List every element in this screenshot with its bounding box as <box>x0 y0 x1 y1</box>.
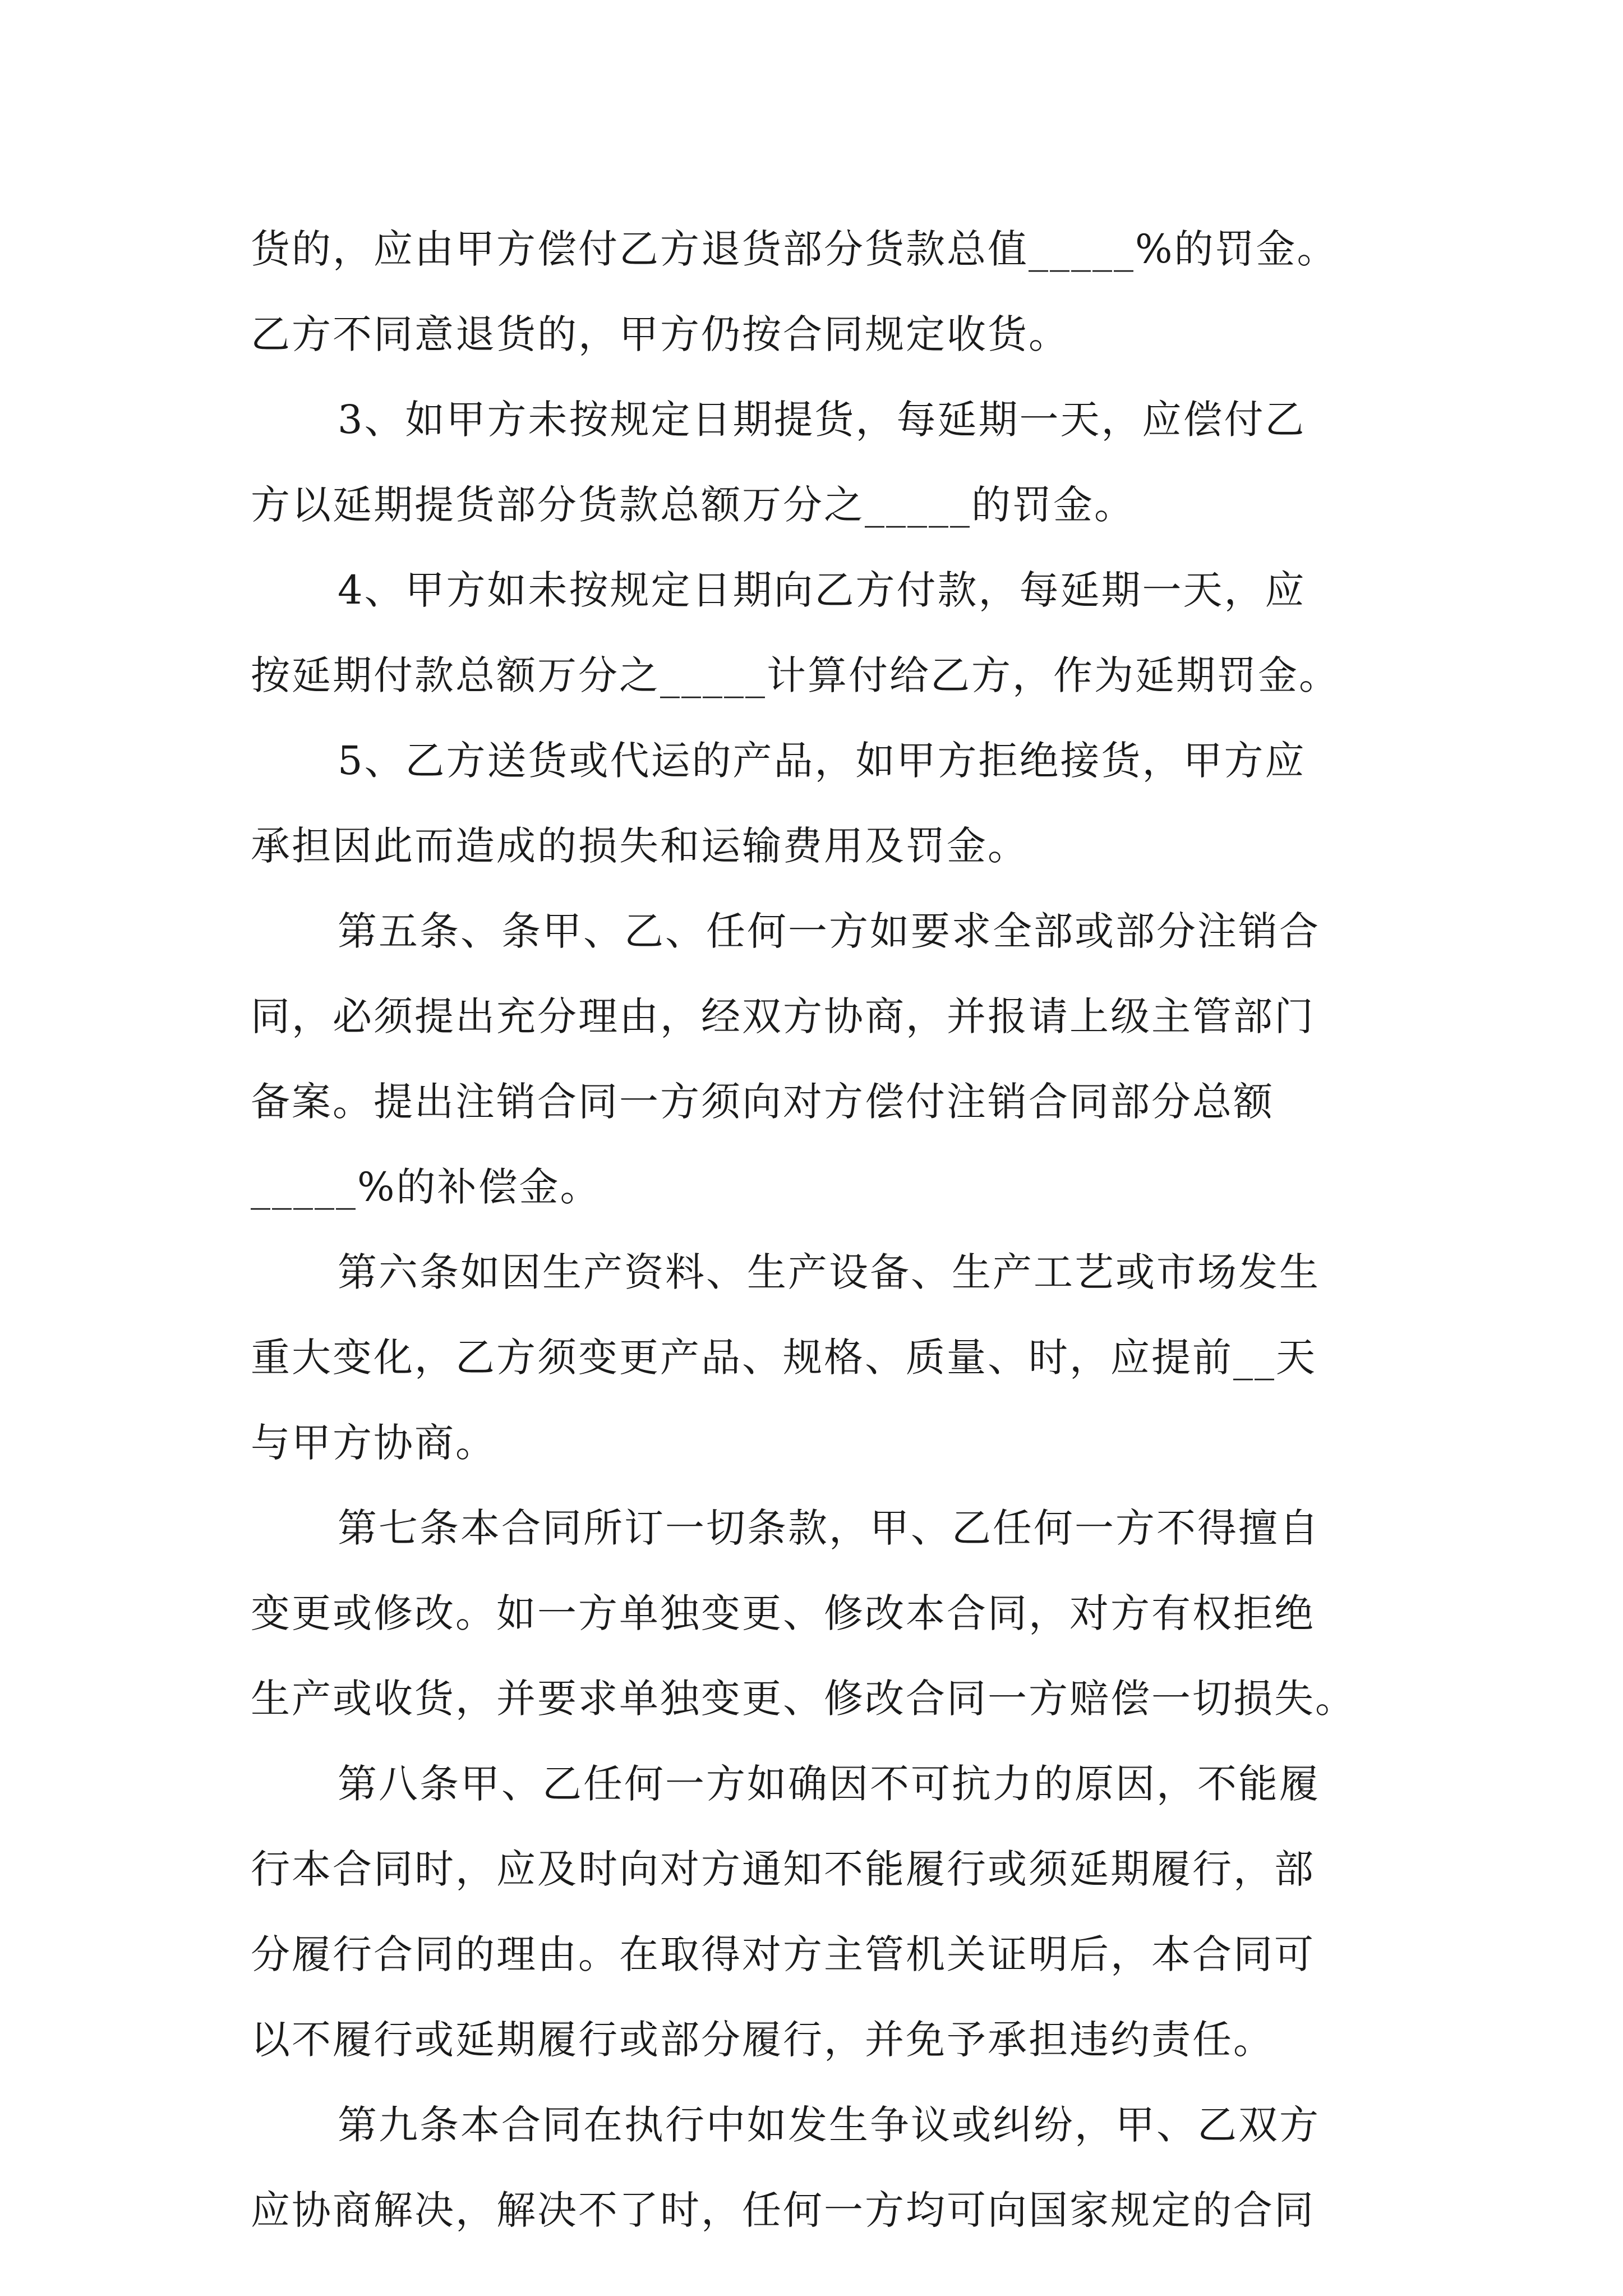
text-line: 第六条如因生产资料、生产设备、生产工艺或市场发生 <box>338 1249 1320 1295</box>
text-line: _____%的补偿金。 <box>251 1164 601 1210</box>
text-line: 备案。提出注销合同一方须向对方偿付注销合同部分总额 <box>251 1079 1274 1125</box>
text-line: 承担因此而造成的损失和运输费用及罚金。 <box>251 823 1029 869</box>
text-line: 3、如甲方未按规定日期提货，每延期一天，应偿付乙 <box>338 397 1306 443</box>
text-line: 行本合同时，应及时向对方通知不能履行或须延期履行，部 <box>251 1846 1315 1892</box>
text-line: 以不履行或延期履行或部分履行，并免予承担违约责任。 <box>251 2017 1274 2063</box>
text-line: 重大变化，乙方须变更产品、规格、质量、时，应提前__天 <box>251 1335 1317 1381</box>
text-line: 分履行合同的理由。在取得对方主管机关证明后，本合同可 <box>251 1931 1315 1977</box>
text-line: 变更或修改。如一方单独变更、修改本合同，对方有权拒绝 <box>251 1590 1315 1636</box>
text-line: 货的，应由甲方偿付乙方退货部分货款总值_____%的罚金。 <box>251 226 1338 272</box>
text-line: 方以延期提货部分货款总额万分之_____的罚金。 <box>251 482 1135 528</box>
text-line: 按延期付款总额万分之_____计算付给乙方，作为延期罚金。 <box>251 652 1340 698</box>
text-line: 4、甲方如未按规定日期向乙方付款，每延期一天，应 <box>338 567 1306 613</box>
text-line: 第五条、条甲、乙、任何一方如要求全部或部分注销合 <box>338 908 1320 954</box>
text-line: 第九条本合同在执行中如发生争议或纠纷，甲、乙双方 <box>338 2102 1320 2148</box>
text-line: 第七条本合同所订一切条款，甲、乙任何一方不得擅自 <box>338 1505 1320 1551</box>
text-line: 同，必须提出充分理由，经双方协商，并报请上级主管部门 <box>251 993 1315 1039</box>
text-line: 与甲方协商。 <box>251 1420 496 1466</box>
text-line: 乙方不同意退货的，甲方仍按合同规定收货。 <box>251 311 1069 357</box>
text-line: 5、乙方送货或代运的产品，如甲方拒绝接货，甲方应 <box>338 738 1306 784</box>
text-line: 生产或收货，并要求单独变更、修改合同一方赔偿一切损失。 <box>251 1676 1356 1722</box>
contract-body <box>251 206 1372 2253</box>
text-line: 第八条甲、乙任何一方如确因不可抗力的原因，不能履 <box>338 1761 1320 1807</box>
text-line: 应协商解决，解决不了时，任何一方均可向国家规定的合同 <box>251 2187 1315 2233</box>
